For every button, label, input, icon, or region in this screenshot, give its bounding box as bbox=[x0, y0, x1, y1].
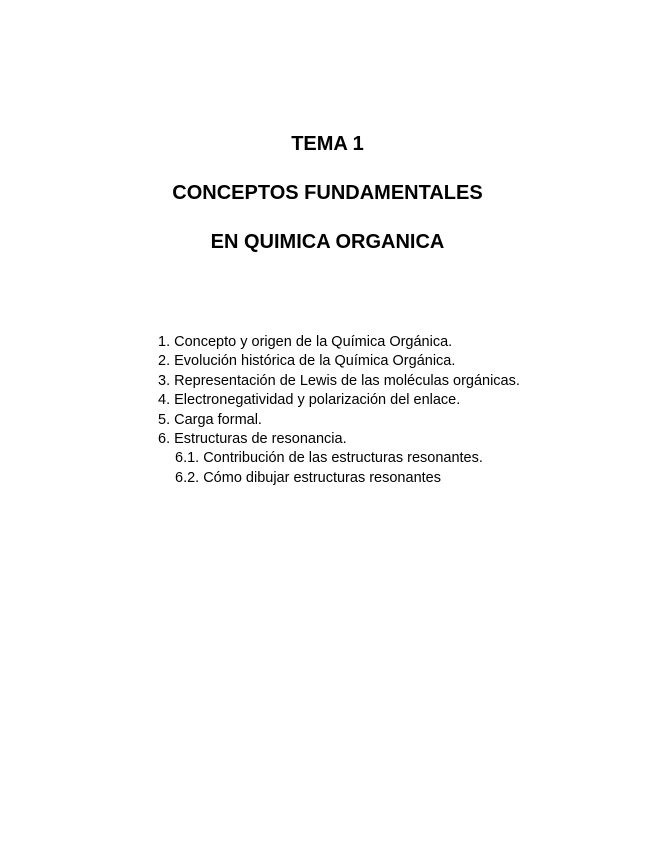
toc-item-1: 1. Concepto y origen de la Química Orgánica. bbox=[158, 334, 453, 350]
toc-subitem-6-1: 6.1. Contribución de las estructuras resonantes. bbox=[175, 450, 483, 467]
toc-item-4: 4. Electronegatividad y polarización del enlace. bbox=[158, 392, 461, 409]
chapter-title-line-1: CONCEPTOS FUNDAMENTALES bbox=[172, 182, 483, 204]
chapter-title-line-2: EN QUIMICA ORGANICA bbox=[210, 231, 445, 253]
chapter-number-heading: TEMA 1 bbox=[291, 133, 364, 155]
toc-subitem-6-2: 6.2. Cómo dibujar estructuras resonantes bbox=[175, 469, 441, 486]
toc-item-5: 5. Carga formal. bbox=[158, 411, 262, 428]
table-of-contents bbox=[158, 333, 520, 488]
toc-item-2: 2. Evolución histórica de la Química Orgánica. bbox=[158, 353, 456, 370]
toc-item-3: 3. Representación de Lewis de las moléculas orgánicas. bbox=[158, 372, 520, 389]
toc-item-6: 6. Estructuras de resonancia. bbox=[158, 431, 347, 448]
